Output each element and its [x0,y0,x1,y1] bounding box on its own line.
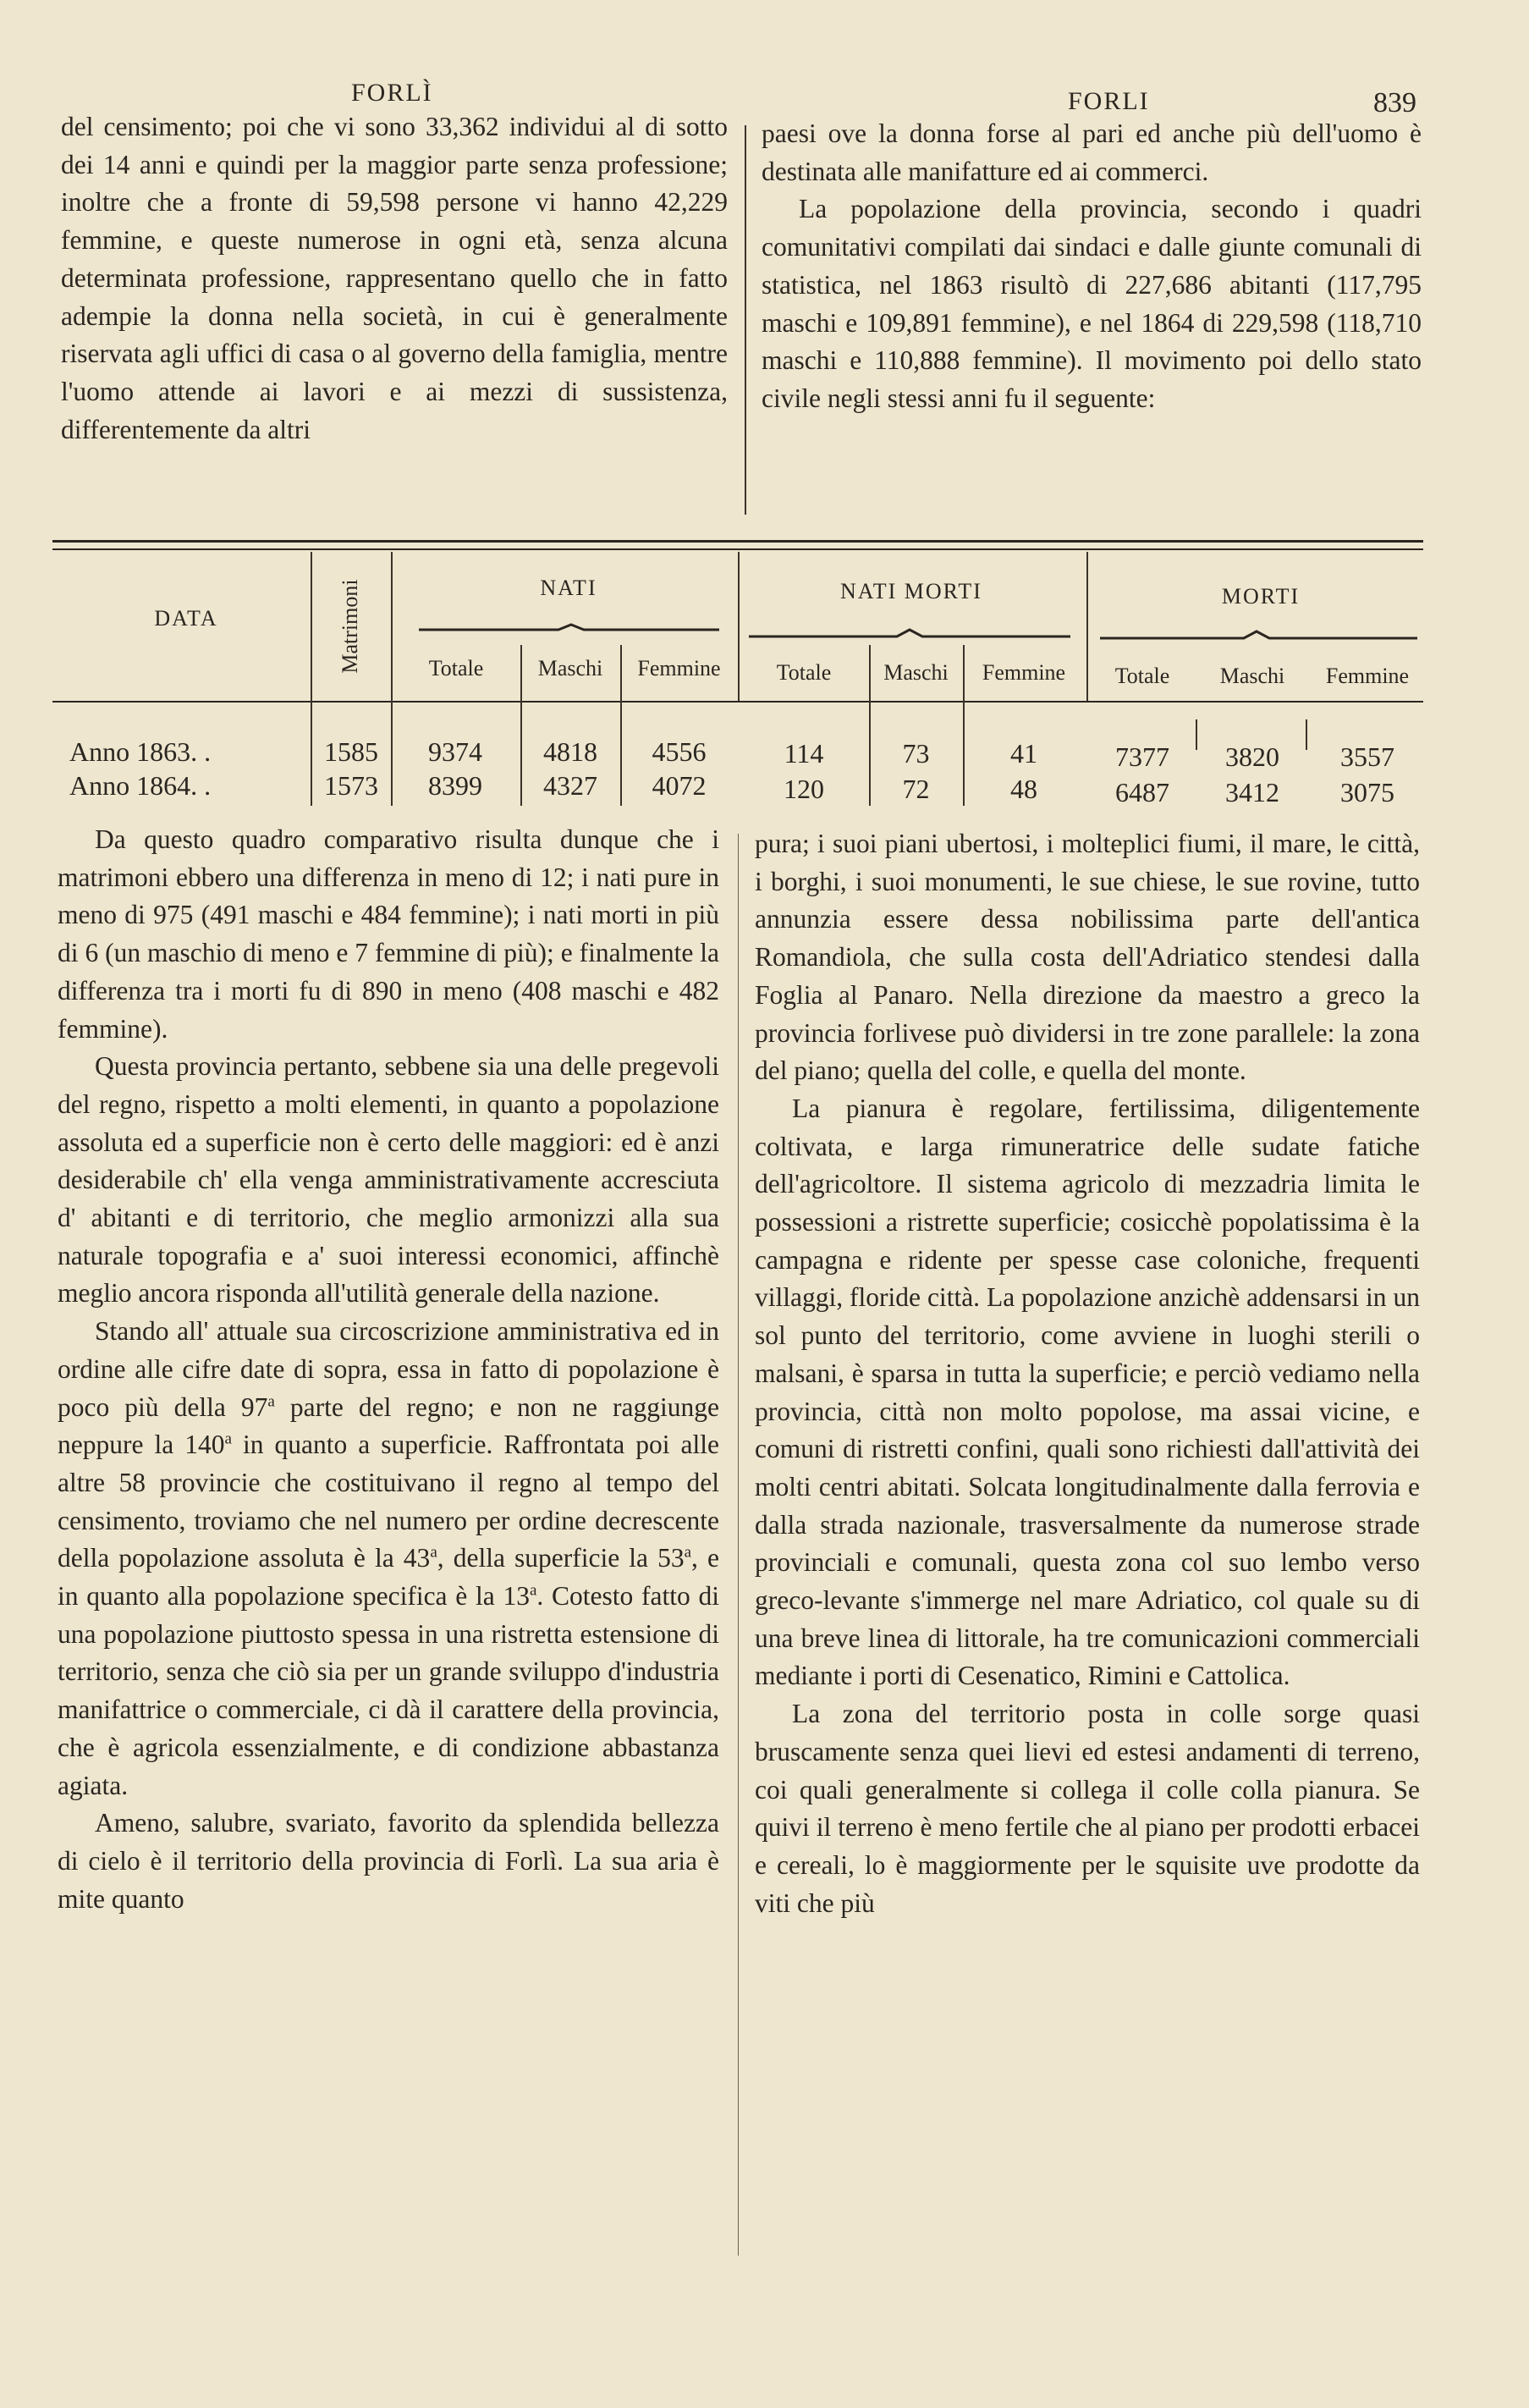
header-nati-maschi: Maschi [537,656,603,681]
header-nati-morti: NATI MORTI [840,579,982,603]
column-divider-bottom [738,834,739,2256]
top-right-paragraph-1: paesi ove la donna forse al pari ed anche più dell'uomo è destinata alle manifatture ed ai commerci. [762,118,1422,186]
row-nati-maschi: 4818 [543,736,597,767]
row-nati-maschi: 4327 [543,770,597,801]
row-nm-femmine: 48 [1010,774,1037,804]
row-m-maschi: 3820 [1225,741,1279,772]
header-nati-femmine: Femmine [637,656,721,681]
top-left-paragraph: del censimento; poi che vi sono 33,362 individui al di sotto dei 14 anni e quindi per la maggior parte senza professione; inoltre che a fronte di 59,598 persone vi hanno 42,229 femmine, e queste numerose in ogni età, senza alcuna determinata professione, rappresentano quello che in fatto adempie la donna nella società, in cui è generalmente riservata agli uffici di casa o al governo della famiglia, mentre l'uomo attende ai lavori e ai mezzi di sussistenza, differentemente da altri [61,112,728,444]
row-nm-maschi: 73 [902,738,930,769]
row-nm-femmine: 41 [1010,738,1037,769]
header-m-femmine: Femmine [1325,664,1410,688]
bottom-right-column [755,825,1420,1922]
header-nm-totale: Totale [776,660,832,685]
header-nm-maschi: Maschi [883,660,949,685]
row-matrimoni: 1573 [324,770,378,801]
header-data: DATA [154,606,218,631]
row-m-maschi: 3412 [1225,777,1279,807]
row-nati-totale: 9374 [428,736,482,767]
header-morti: MORTI [1221,584,1301,609]
bottom-right-paragraph-2: La pianura è regolare, fertilissima, diligentemente coltivata, e larga rimuneratrice delle sudate fatiche dell'agricoltore. Il sistema agricolo di mezzadria limita le possessioni a ristrette superficie; cosicchè popolatissima è la campagna e ridente per spesse case coloniche, frequenti villaggi, floride città. La popolazione anzichè addensarsi in un sol punto del territorio, come avviene in luoghi sterili o malsani, è sparsa in tutta la superficie; e perciò vediamo nella provincia, città non molto popolose, ma assai vicine, e comuni di ristretti confini, quali sono richiesti dall'attività dei molti centri abitati. Solcata longitudinalmente dalla ferrovia e dalla strada nazionale, trasversalmente da numerose strade provinciali e comunali, questa zona col suo lembo verso greco-levante s'immerge nel mare Adriatico, col quale su di una breve linea di littorale, ha tre comunicazioni commerciali mediante i porti di Cesenatico, Rimini e Cattolica. [755,1093,1420,1691]
bottom-left-column [58,821,719,1918]
row-label: Anno 1863. . [69,736,212,767]
header-nati-totale: Totale [428,656,484,681]
page-number: 839 [1373,87,1416,118]
row-nm-totale: 114 [784,738,824,769]
row-m-totale: 6487 [1115,777,1169,807]
header-matrimoni: Matrimoni [338,579,362,674]
row-m-femmine: 3075 [1340,777,1394,807]
header-nm-femmine: Femmine [982,660,1066,685]
left-running-head: FORLÌ [351,79,433,107]
bottom-left-paragraph-2: Questa provincia pertanto, sebbene sia una delle pregevoli del regno, rispetto a molti elementi, in quanto a popolazione assoluta ed a superficie non è certo delle maggiori: ed è anzi desiderabile ch' ella venga amministrativamente accresciuta d' abitanti e di territorio, che meglio armonizzi alla sua naturale topografia e a' suoi interessi economici, affinchè meglio ancora risponda all'utilità generale della nazione. [58,1051,719,1309]
row-nati-femmine: 4556 [652,736,707,767]
bottom-left-paragraph-4: Ameno, salubre, svariato, favorito da splendida bellezza di cielo è il territorio della provincia di Forlì. La sua aria è mite quanto [58,1808,719,1914]
right-running-head: FORLI [1068,87,1150,115]
bottom-left-paragraph-3: Stando all' attuale sua circoscrizione amministrativa ed in ordine alle cifre date di sopra, essa in fatto di popolazione è poco più della 97$^a$ parte del regno; e non ne raggiunge neppure la 140$^a$ in quanto a superficie. Raffrontata poi alle altre 58 provincie che costituivano il regno al tempo del censimento, troviamo che nel numero per ordine decrescente della popolazione assoluta è la 43$^a$, della superficie la 53$^a$, e in quanto alla popolazione specifica è la 13$^a$. Cotesto fatto di una popolazione piuttosto spessa in una ristretta estensione di territorio, senza che ciò sia per un grande sviluppo d'industria manifattrice o commerciale, ci dà il carattere della provincia, che è agricola essenzialmente, e di condizione abbastanza agiata. [58,1316,719,1800]
row-nati-totale: 8399 [428,770,482,801]
top-right-paragraph-2: La popolazione della provincia, secondo i quadri comunitativi compilati dai sindaci e dalle giunte comunali di statistica, nel 1863 risultò di 227,686 abitanti (117,795 maschi e 109,891 femmine), e nel 1864 di 229,598 (118,710 maschi e 110,888 femmine). Il movimento poi dello stato civile negli stessi anni fu il seguente: [762,194,1422,413]
row-m-totale: 7377 [1115,741,1169,772]
header-m-totale: Totale [1114,664,1170,688]
table-braces [0,0,1529,762]
row-label: Anno 1864. . [69,770,212,801]
row-nm-totale: 120 [784,774,824,804]
row-matrimoni: 1585 [324,736,378,767]
row-m-femmine: 3557 [1340,741,1394,772]
bottom-right-paragraph-3: La zona del territorio posta in colle sorge quasi bruscamente senza quei lievi ed estesi andamenti di terreno, coi quali generalmente si collega il colle colla pianura. Se quivi il terreno è meno fertile che al piano per prodotti erbacei e cereali, lo è maggiormente per le squisite uve prodotte da viti che più [755,1699,1420,1918]
header-m-maschi: Maschi [1219,664,1285,688]
header-nati: NATI [540,576,597,600]
bottom-left-paragraph-1: Da questo quadro comparativo risulta dunque che i matrimoni ebbero una differenza in meno di 12; i nati pure in meno di 975 (491 maschi e 484 femmine); i nati morti in più di 6 (un maschio di meno e 7 femmine di più); e finalmente la differenza tra i morti fu di 890 in meno (408 maschi e 482 femmine). [58,824,719,1044]
bottom-right-paragraph-1: pura; i suoi piani ubertosi, i molteplici fiumi, il mare, le città, i borghi, i suoi monumenti, le sue chiese, le sue rovine, tutto annunzia essere dessa nobilissima parte dell'antica Romandiola, che sulla costa dell'Adriatico stendesi dalla Foglia al Panaro. Nella direzione da maestro a greco la provincia forlivese può dividersi in tre zone parallele: la zona del piano; quella del colle, e quella del monte. [755,829,1420,1086]
header-matrimoni-cell [335,552,366,701]
row-nm-maschi: 72 [902,774,930,804]
row-nati-femmine: 4072 [652,770,707,801]
